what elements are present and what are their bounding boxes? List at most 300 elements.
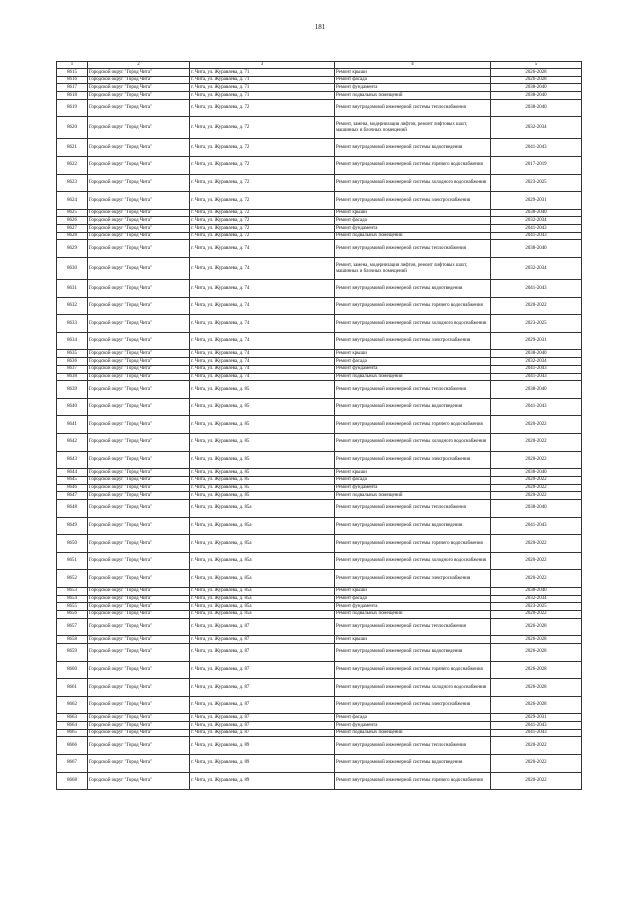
period-cell: 2023-2025 <box>491 315 582 333</box>
row-number-cell: 8644 <box>57 469 88 477</box>
work-type-cell: Ремонт подвальных помещений <box>335 232 491 240</box>
municipality-cell: Городской округ "Город Чита" <box>88 729 190 737</box>
municipality-cell: Городской округ "Город Чита" <box>88 373 190 381</box>
address-cell: г. Чита, ул. Журавлева, д. 85 <box>190 484 335 492</box>
address-cell: г. Чита, ул. Журавлева, д. 74 <box>190 297 335 315</box>
period-cell: 2029-2031 <box>491 332 582 350</box>
work-type-cell: Ремонт внутридомовой инженерной системы электроснабжения <box>335 332 491 350</box>
address-cell: г. Чита, ул. Журавлева, д. 85 <box>190 398 335 416</box>
municipality-cell: Городской округ "Город Чита" <box>88 451 190 469</box>
row-number-cell: 8632 <box>57 297 88 315</box>
municipality-cell: Городской округ "Город Чита" <box>88 679 190 697</box>
table-header-row <box>57 62 582 69</box>
row-number-cell: 8662 <box>57 696 88 714</box>
period-cell: 2032-2034 <box>491 117 582 139</box>
table-row <box>57 610 582 618</box>
address-cell: г. Чита, ул. Журавлева, д. 85 <box>190 416 335 434</box>
municipality-cell: Городской округ "Город Чита" <box>88 398 190 416</box>
table-row <box>57 398 582 416</box>
period-cell: 2026-2028 <box>491 679 582 697</box>
address-cell: г. Чита, ул. Журавлева, д. 85а <box>190 517 335 535</box>
municipality-cell: Городской округ "Город Чита" <box>88 174 190 192</box>
work-type-cell: Ремонт внутридомовой инженерной системы горячего водоснабжения <box>335 416 491 434</box>
work-type-cell: Ремонт фундамента <box>335 365 491 373</box>
row-number-cell: 8631 <box>57 280 88 298</box>
work-type-cell: Ремонт подвальных помещений <box>335 92 491 100</box>
municipality-cell: Городской округ "Город Чита" <box>88 603 190 611</box>
work-type-cell: Ремонт внутридомовой инженерной системы теплоснабжения <box>335 618 491 636</box>
municipality-cell: Городской округ "Город Чита" <box>88 69 190 77</box>
address-cell: г. Чита, ул. Журавлева, д. 74 <box>190 258 335 280</box>
municipality-cell: Городской округ "Город Чита" <box>88 661 190 679</box>
period-cell: 2020-2022 <box>491 737 582 755</box>
period-cell: 2020-2022 <box>491 476 582 484</box>
column-header: 4 <box>335 62 491 69</box>
table-row <box>57 469 582 477</box>
address-cell: г. Чита, ул. Журавлева, д. 71 <box>190 84 335 92</box>
municipality-cell: Городской округ "Город Чита" <box>88 139 190 157</box>
municipality-cell: Городской округ "Город Чита" <box>88 381 190 399</box>
municipality-cell: Городской округ "Город Чита" <box>88 297 190 315</box>
table-row <box>57 332 582 350</box>
row-number-cell: 8665 <box>57 729 88 737</box>
address-cell: г. Чита, ул. Журавлева, д. 72 <box>190 217 335 225</box>
table-row <box>57 258 582 280</box>
municipality-cell: Городской округ "Город Чита" <box>88 618 190 636</box>
work-type-cell: Ремонт внутридомовой инженерной системы теплоснабжения <box>335 99 491 117</box>
row-number-cell: 8658 <box>57 636 88 644</box>
table-row <box>57 737 582 755</box>
period-cell: 2032-2034 <box>491 217 582 225</box>
row-number-cell: 8654 <box>57 595 88 603</box>
work-type-cell: Ремонт подвальных помещений <box>335 373 491 381</box>
table-row <box>57 117 582 139</box>
period-cell: 2023-2025 <box>491 603 582 611</box>
work-type-cell: Ремонт крыши <box>335 209 491 217</box>
table-row <box>57 192 582 210</box>
work-type-cell: Ремонт внутридомовой инженерной системы электроснабжения <box>335 696 491 714</box>
period-cell: 2020-2022 <box>491 484 582 492</box>
work-type-cell: Ремонт, замена, модернизация лифтов, ремонт лифтовых шахт, машинных и блочных помещений <box>335 258 491 280</box>
table-row <box>57 217 582 225</box>
address-cell: г. Чита, ул. Журавлева, д. 74 <box>190 280 335 298</box>
address-cell: г. Чита, ул. Журавлева, д. 74 <box>190 350 335 358</box>
row-number-cell: 8660 <box>57 661 88 679</box>
municipality-cell: Городской округ "Город Чита" <box>88 365 190 373</box>
address-cell: г. Чита, ул. Журавлева, д. 72 <box>190 117 335 139</box>
period-cell: 2020-2022 <box>491 552 582 570</box>
row-number-cell: 8619 <box>57 99 88 117</box>
period-cell: 2038-2040 <box>491 92 582 100</box>
work-type-cell: Ремонт фасада <box>335 217 491 225</box>
work-type-cell: Ремонт внутридомовой инженерной системы водоотведения <box>335 280 491 298</box>
municipality-cell: Городской округ "Город Чита" <box>88 636 190 644</box>
municipality-cell: Городской округ "Город Чита" <box>88 696 190 714</box>
period-cell: 2026-2028 <box>491 636 582 644</box>
table-row <box>57 225 582 233</box>
row-number-cell: 8620 <box>57 117 88 139</box>
table-row <box>57 636 582 644</box>
period-cell: 2020-2022 <box>491 570 582 588</box>
row-number-cell: 8634 <box>57 332 88 350</box>
table-row <box>57 499 582 517</box>
work-type-cell: Ремонт внутридомовой инженерной системы водоотведения <box>335 139 491 157</box>
table-row <box>57 535 582 553</box>
table-row <box>57 76 582 84</box>
row-number-cell: 8629 <box>57 240 88 258</box>
table-row <box>57 552 582 570</box>
row-number-cell: 8623 <box>57 174 88 192</box>
row-number-cell: 8626 <box>57 217 88 225</box>
row-number-cell: 8621 <box>57 139 88 157</box>
municipality-cell: Городской округ "Город Чита" <box>88 754 190 772</box>
row-number-cell: 8622 <box>57 156 88 174</box>
table-row <box>57 280 582 298</box>
table-row <box>57 476 582 484</box>
row-number-cell: 8618 <box>57 92 88 100</box>
period-cell: 2017-2019 <box>491 156 582 174</box>
work-type-cell: Ремонт фасада <box>335 76 491 84</box>
address-cell: г. Чита, ул. Журавлева, д. 72 <box>190 156 335 174</box>
work-type-cell: Ремонт внутридомовой инженерной системы горячего водоснабжения <box>335 535 491 553</box>
address-cell: г. Чита, ул. Журавлева, д. 85а <box>190 570 335 588</box>
municipality-cell: Городской округ "Город Чита" <box>88 433 190 451</box>
period-cell: 2020-2022 <box>491 772 582 790</box>
period-cell: 2020-2022 <box>491 754 582 772</box>
row-number-cell: 8636 <box>57 358 88 366</box>
work-type-cell: Ремонт подвальных помещений <box>335 610 491 618</box>
work-type-cell: Ремонт фундамента <box>335 721 491 729</box>
table-row <box>57 754 582 772</box>
address-cell: г. Чита, ул. Журавлева, д. 74 <box>190 240 335 258</box>
table-row <box>57 661 582 679</box>
municipality-cell: Городской округ "Город Чита" <box>88 92 190 100</box>
row-number-cell: 8664 <box>57 721 88 729</box>
municipality-cell: Городской округ "Город Чита" <box>88 587 190 595</box>
work-type-cell: Ремонт фундамента <box>335 84 491 92</box>
period-cell: 2038-2040 <box>491 469 582 477</box>
period-cell: 2026-2028 <box>491 69 582 77</box>
period-cell: 2032-2034 <box>491 258 582 280</box>
municipality-cell: Городской округ "Город Чита" <box>88 76 190 84</box>
municipality-cell: Городской округ "Город Чита" <box>88 209 190 217</box>
work-type-cell: Ремонт фундамента <box>335 484 491 492</box>
page-number: 181 <box>314 23 326 31</box>
period-cell: 2026-2028 <box>491 643 582 661</box>
address-cell: г. Чита, ул. Журавлева, д. 72 <box>190 225 335 233</box>
work-type-cell: Ремонт, замена, модернизация лифтов, ремонт лифтовых шахт, машинных и блочных помещений <box>335 117 491 139</box>
period-cell: 2038-2040 <box>491 99 582 117</box>
row-number-cell: 8645 <box>57 476 88 484</box>
row-number-cell: 8628 <box>57 232 88 240</box>
table-row <box>57 721 582 729</box>
work-type-cell: Ремонт внутридомовой инженерной системы холодного водоснабжения <box>335 679 491 697</box>
address-cell: г. Чита, ул. Журавлева, д. 85 <box>190 476 335 484</box>
table-row <box>57 714 582 722</box>
period-cell: 2041-2043 <box>491 280 582 298</box>
table-row <box>57 84 582 92</box>
period-cell: 2026-2028 <box>491 76 582 84</box>
address-cell: г. Чита, ул. Журавлева, д. 87 <box>190 643 335 661</box>
table-row <box>57 232 582 240</box>
row-number-cell: 8652 <box>57 570 88 588</box>
municipality-cell: Городской округ "Город Чита" <box>88 469 190 477</box>
table-row <box>57 484 582 492</box>
work-type-cell: Ремонт крыши <box>335 69 491 77</box>
period-cell: 2020-2022 <box>491 535 582 553</box>
period-cell: 2038-2040 <box>491 84 582 92</box>
work-type-cell: Ремонт внутридомовой инженерной системы электроснабжения <box>335 570 491 588</box>
work-type-cell: Ремонт подвальных помещений <box>335 729 491 737</box>
address-cell: г. Чита, ул. Журавлева, д. 89 <box>190 772 335 790</box>
address-cell: г. Чита, ул. Журавлева, д. 85а <box>190 587 335 595</box>
table-body <box>57 62 582 790</box>
municipality-cell: Городской округ "Город Чита" <box>88 499 190 517</box>
row-number-cell: 8630 <box>57 258 88 280</box>
work-type-cell: Ремонт фундамента <box>335 225 491 233</box>
row-number-cell: 8616 <box>57 76 88 84</box>
row-number-cell: 8635 <box>57 350 88 358</box>
table-row <box>57 587 582 595</box>
address-cell: г. Чита, ул. Журавлева, д. 74 <box>190 332 335 350</box>
row-number-cell: 8624 <box>57 192 88 210</box>
work-type-cell: Ремонт фасада <box>335 714 491 722</box>
work-type-cell: Ремонт внутридомовой инженерной системы водоотведения <box>335 398 491 416</box>
work-type-cell: Ремонт внутридомовой инженерной системы теплоснабжения <box>335 737 491 755</box>
table-row <box>57 365 582 373</box>
table-row <box>57 729 582 737</box>
work-type-cell: Ремонт внутридомовой инженерной системы горячего водоснабжения <box>335 156 491 174</box>
work-type-cell: Ремонт подвальных помещений <box>335 492 491 500</box>
period-cell: 2038-2040 <box>491 381 582 399</box>
table-row <box>57 570 582 588</box>
municipality-cell: Городской округ "Город Чита" <box>88 492 190 500</box>
period-cell: 2041-2043 <box>491 729 582 737</box>
period-cell: 2032-2034 <box>491 358 582 366</box>
municipality-cell: Городской округ "Город Чита" <box>88 595 190 603</box>
table-row <box>57 350 582 358</box>
period-cell: 2041-2043 <box>491 721 582 729</box>
period-cell: 2041-2043 <box>491 373 582 381</box>
address-cell: г. Чита, ул. Журавлева, д. 72 <box>190 232 335 240</box>
address-cell: г. Чита, ул. Журавлева, д. 85а <box>190 552 335 570</box>
address-cell: г. Чита, ул. Журавлева, д. 87 <box>190 679 335 697</box>
address-cell: г. Чита, ул. Журавлева, д. 85а <box>190 499 335 517</box>
period-cell: 2026-2028 <box>491 661 582 679</box>
municipality-cell: Городской округ "Город Чита" <box>88 416 190 434</box>
table-row <box>57 696 582 714</box>
row-number-cell: 8656 <box>57 610 88 618</box>
table-row <box>57 451 582 469</box>
table-row <box>57 139 582 157</box>
period-cell: 2020-2022 <box>491 610 582 618</box>
work-type-cell: Ремонт крыши <box>335 469 491 477</box>
row-number-cell: 8667 <box>57 754 88 772</box>
row-number-cell: 8641 <box>57 416 88 434</box>
row-number-cell: 8640 <box>57 398 88 416</box>
address-cell: г. Чита, ул. Журавлева, д. 87 <box>190 729 335 737</box>
row-number-cell: 8648 <box>57 499 88 517</box>
address-cell: г. Чита, ул. Журавлева, д. 85 <box>190 381 335 399</box>
row-number-cell: 8647 <box>57 492 88 500</box>
row-number-cell: 8663 <box>57 714 88 722</box>
address-cell: г. Чита, ул. Журавлева, д. 72 <box>190 99 335 117</box>
table-row <box>57 92 582 100</box>
period-cell: 2026-2028 <box>491 618 582 636</box>
row-number-cell: 8666 <box>57 737 88 755</box>
municipality-cell: Городской округ "Город Чита" <box>88 232 190 240</box>
address-cell: г. Чита, ул. Журавлева, д. 72 <box>190 209 335 217</box>
table-row <box>57 358 582 366</box>
municipality-cell: Городской округ "Город Чита" <box>88 552 190 570</box>
municipality-cell: Городской округ "Город Чита" <box>88 714 190 722</box>
municipality-cell: Городской округ "Город Чита" <box>88 476 190 484</box>
table-row <box>57 416 582 434</box>
address-cell: г. Чита, ул. Журавлева, д. 85 <box>190 469 335 477</box>
work-type-cell: Ремонт фасада <box>335 476 491 484</box>
municipality-cell: Городской округ "Город Чита" <box>88 84 190 92</box>
municipality-cell: Городской округ "Город Чита" <box>88 240 190 258</box>
work-type-cell: Ремонт внутридомовой инженерной системы теплоснабжения <box>335 381 491 399</box>
table-row <box>57 315 582 333</box>
period-cell: 2020-2022 <box>491 297 582 315</box>
address-cell: г. Чита, ул. Журавлева, д. 87 <box>190 661 335 679</box>
municipality-cell: Городской округ "Город Чита" <box>88 570 190 588</box>
row-number-cell: 8638 <box>57 373 88 381</box>
address-cell: г. Чита, ул. Журавлева, д. 85 <box>190 433 335 451</box>
address-cell: г. Чита, ул. Журавлева, д. 85 <box>190 492 335 500</box>
column-header: 2 <box>88 62 190 69</box>
municipality-cell: Городской округ "Город Чита" <box>88 258 190 280</box>
table-row <box>57 69 582 77</box>
row-number-cell: 8627 <box>57 225 88 233</box>
table-row <box>57 643 582 661</box>
row-number-cell: 8655 <box>57 603 88 611</box>
period-cell: 2041-2043 <box>491 398 582 416</box>
table-row <box>57 492 582 500</box>
table-row <box>57 679 582 697</box>
row-number-cell: 8653 <box>57 587 88 595</box>
period-cell: 2038-2040 <box>491 350 582 358</box>
work-type-cell: Ремонт крыши <box>335 587 491 595</box>
address-cell: г. Чита, ул. Журавлева, д. 72 <box>190 192 335 210</box>
work-type-cell: Ремонт внутридомовой инженерной системы холодного водоснабжения <box>335 315 491 333</box>
municipality-cell: Городской округ "Город Чита" <box>88 484 190 492</box>
address-cell: г. Чита, ул. Журавлева, д. 72 <box>190 174 335 192</box>
work-type-cell: Ремонт внутридомовой инженерной системы водоотведения <box>335 643 491 661</box>
work-type-cell: Ремонт фасада <box>335 595 491 603</box>
row-number-cell: 8617 <box>57 84 88 92</box>
table-row <box>57 595 582 603</box>
municipality-cell: Городской округ "Город Чита" <box>88 721 190 729</box>
column-header: 3 <box>190 62 335 69</box>
address-cell: г. Чита, ул. Журавлева, д. 85 <box>190 451 335 469</box>
period-cell: 2029-2031 <box>491 192 582 210</box>
column-header: 1 <box>57 62 88 69</box>
municipality-cell: Городской округ "Город Чита" <box>88 192 190 210</box>
address-cell: г. Чита, ул. Журавлева, д. 74 <box>190 315 335 333</box>
row-number-cell: 8637 <box>57 365 88 373</box>
municipality-cell: Городской округ "Город Чита" <box>88 156 190 174</box>
table-row <box>57 517 582 535</box>
address-cell: г. Чита, ул. Журавлева, д. 74 <box>190 373 335 381</box>
row-number-cell: 8643 <box>57 451 88 469</box>
work-type-cell: Ремонт фундамента <box>335 603 491 611</box>
row-number-cell: 8642 <box>57 433 88 451</box>
address-cell: г. Чита, ул. Журавлева, д. 87 <box>190 696 335 714</box>
address-cell: г. Чита, ул. Журавлева, д. 74 <box>190 365 335 373</box>
work-type-cell: Ремонт внутридомовой инженерной системы электроснабжения <box>335 451 491 469</box>
address-cell: г. Чита, ул. Журавлева, д. 72 <box>190 139 335 157</box>
municipality-cell: Городской округ "Город Чита" <box>88 117 190 139</box>
period-cell: 2041-2043 <box>491 365 582 373</box>
address-cell: г. Чита, ул. Журавлева, д. 71 <box>190 92 335 100</box>
address-cell: г. Чита, ул. Журавлева, д. 87 <box>190 618 335 636</box>
column-header: 5 <box>491 62 582 69</box>
row-number-cell: 8651 <box>57 552 88 570</box>
work-type-cell: Ремонт крыши <box>335 350 491 358</box>
table-row <box>57 209 582 217</box>
period-cell: 2041-2043 <box>491 232 582 240</box>
row-number-cell: 8659 <box>57 643 88 661</box>
table-row <box>57 772 582 790</box>
period-cell: 2041-2043 <box>491 225 582 233</box>
row-number-cell: 8668 <box>57 772 88 790</box>
address-cell: г. Чита, ул. Журавлева, д. 71 <box>190 69 335 77</box>
address-cell: г. Чита, ул. Журавлева, д. 87 <box>190 636 335 644</box>
work-type-cell: Ремонт фасада <box>335 358 491 366</box>
period-cell: 2041-2043 <box>491 139 582 157</box>
row-number-cell: 8661 <box>57 679 88 697</box>
municipality-cell: Городской округ "Город Чита" <box>88 358 190 366</box>
period-cell: 2038-2040 <box>491 240 582 258</box>
address-cell: г. Чита, ул. Журавлева, д. 85а <box>190 595 335 603</box>
municipality-cell: Городской округ "Город Чита" <box>88 610 190 618</box>
address-cell: г. Чита, ул. Журавлева, д. 74 <box>190 358 335 366</box>
municipality-cell: Городской округ "Город Чита" <box>88 280 190 298</box>
work-type-cell: Ремонт внутридомовой инженерной системы теплоснабжения <box>335 240 491 258</box>
work-type-cell: Ремонт внутридомовой инженерной системы водоотведения <box>335 517 491 535</box>
work-type-cell: Ремонт внутридомовой инженерной системы горячего водоснабжения <box>335 297 491 315</box>
municipality-cell: Городской округ "Город Чита" <box>88 225 190 233</box>
work-type-cell: Ремонт внутридомовой инженерной системы холодного водоснабжения <box>335 174 491 192</box>
work-type-cell: Ремонт внутридомовой инженерной системы теплоснабжения <box>335 499 491 517</box>
municipality-cell: Городской округ "Город Чита" <box>88 772 190 790</box>
address-cell: г. Чита, ул. Журавлева, д. 87 <box>190 714 335 722</box>
address-cell: г. Чита, ул. Журавлева, д. 89 <box>190 754 335 772</box>
table-row <box>57 156 582 174</box>
table-row <box>57 433 582 451</box>
work-type-cell: Ремонт внутридомовой инженерной системы водоотведения <box>335 754 491 772</box>
row-number-cell: 8649 <box>57 517 88 535</box>
row-number-cell: 8657 <box>57 618 88 636</box>
period-cell: 2020-2022 <box>491 433 582 451</box>
work-type-cell: Ремонт внутридомовой инженерной системы горячего водоснабжения <box>335 772 491 790</box>
period-cell: 2026-2028 <box>491 696 582 714</box>
municipality-cell: Городской округ "Город Чита" <box>88 737 190 755</box>
municipality-cell: Городской округ "Город Чита" <box>88 643 190 661</box>
table-row <box>57 373 582 381</box>
table-row <box>57 240 582 258</box>
municipality-cell: Городской округ "Город Чита" <box>88 315 190 333</box>
period-cell: 2023-2025 <box>491 174 582 192</box>
address-cell: г. Чита, ул. Журавлева, д. 87 <box>190 721 335 729</box>
table-row <box>57 381 582 399</box>
period-cell: 2029-2031 <box>491 714 582 722</box>
row-number-cell: 8615 <box>57 69 88 77</box>
table-row <box>57 174 582 192</box>
municipality-cell: Городской округ "Город Чита" <box>88 517 190 535</box>
